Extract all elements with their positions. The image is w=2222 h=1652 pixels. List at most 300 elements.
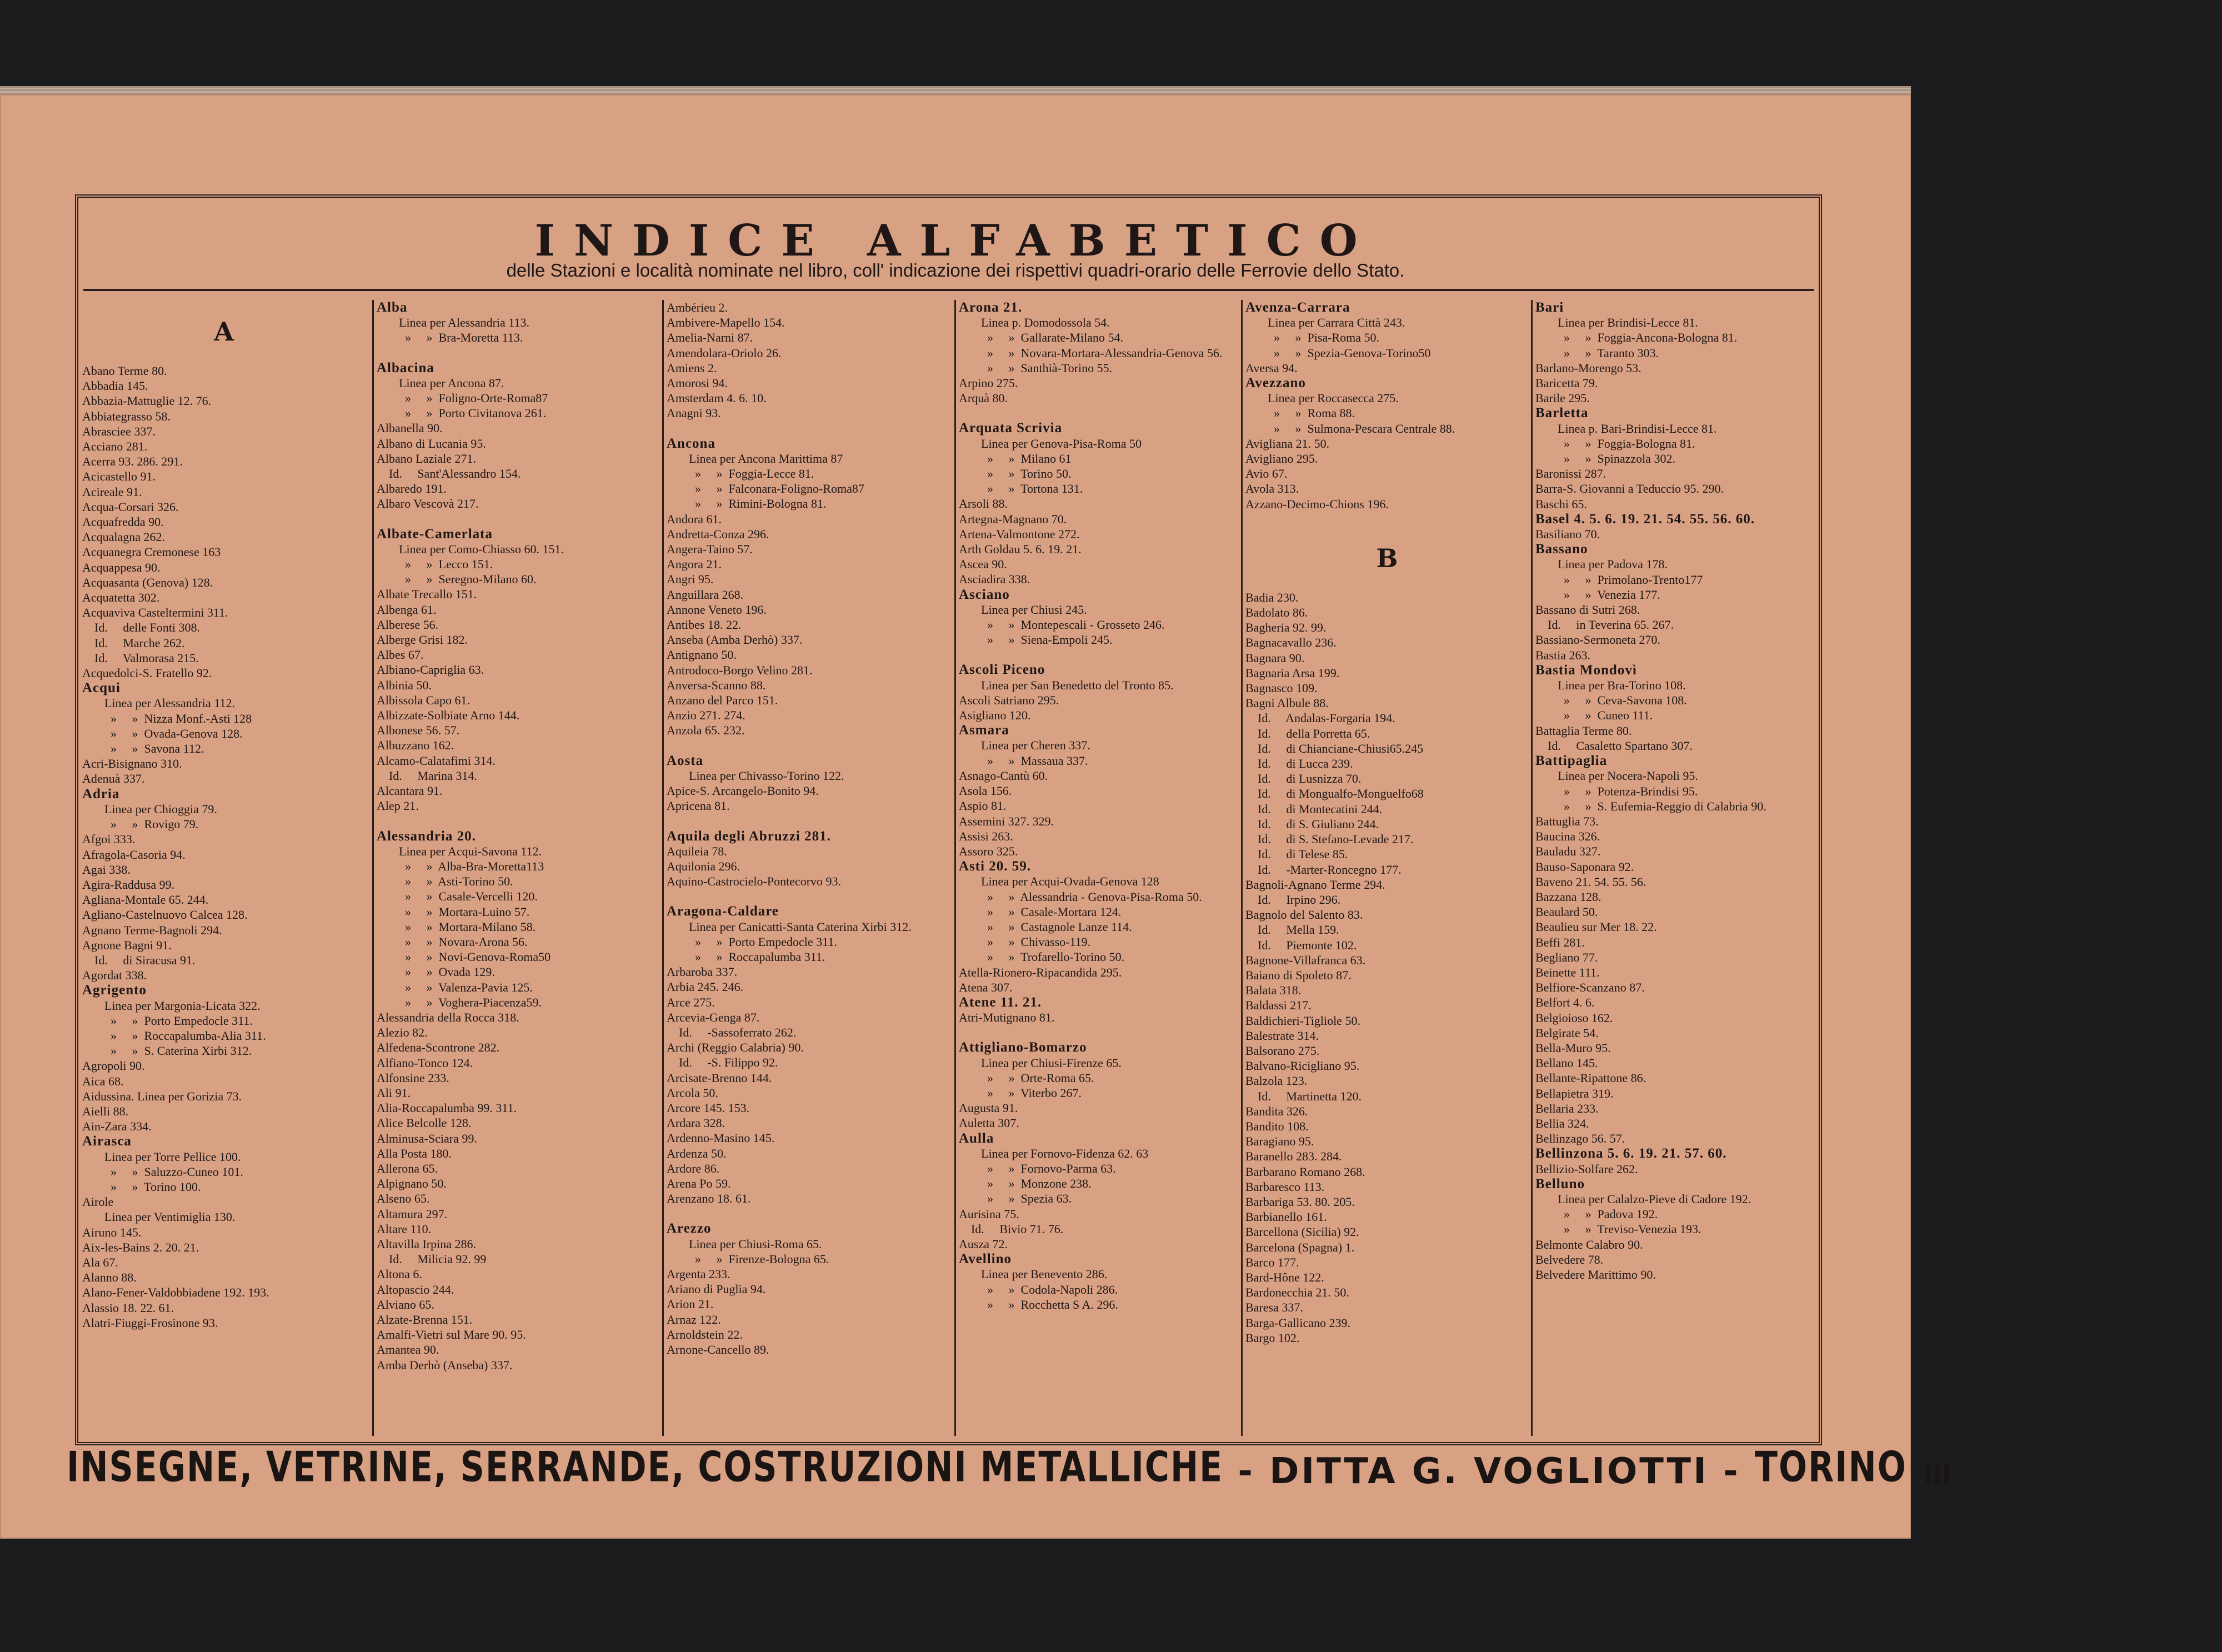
index-entry: Id. in Teverina 65. 267. (1535, 618, 1674, 632)
line-entry: Linea per Roccasecca 275. (1268, 391, 1399, 406)
line-entry: Linea per Nocera-Napoli 95. (1558, 769, 1698, 783)
index-entry: Arce 275. (667, 995, 715, 1009)
index-entry: Bardonecchia 21. 50. (1245, 1285, 1349, 1300)
index-entry: Azzano-Decimo-Chions 196. (1245, 497, 1389, 511)
line-entry: » » Casale-Mortara 124. (981, 904, 1122, 919)
index-entry: Ardenno-Masino 145. (667, 1131, 775, 1145)
index-entry: Acri-Bisignano 310. (82, 757, 182, 771)
index-entry: Basiliano 70. (1535, 527, 1600, 542)
line-entry: » » Padova 192. (1558, 1207, 1658, 1222)
index-column-6 (1535, 300, 1819, 1433)
index-entry: Asola 156. (959, 784, 1012, 798)
line-entry: » » S. Caterina Xirbi 312. (104, 1044, 252, 1058)
index-entry: Avigliano 295. (1245, 452, 1318, 466)
section-letter: B (1376, 543, 1398, 573)
index-entry: Bargo 102. (1245, 1330, 1300, 1345)
index-entry: Amelia-Narni 87. (667, 331, 753, 345)
index-entry: Baschi 65. (1535, 497, 1587, 511)
index-entry: Acireale 91. (82, 484, 142, 499)
index-entry: Agliano-Castelnuovo Calcea 128. (82, 908, 248, 922)
index-entry: Id. Mella 159. (1245, 923, 1339, 937)
index-entry: Id. di Montecatini 244. (1245, 802, 1383, 816)
index-entry: Aurisina 75. (959, 1207, 1019, 1221)
line-entry: Linea per San Benedetto del Tronto 85. (981, 678, 1174, 692)
index-entry: Baricetta 79. (1535, 376, 1598, 391)
index-entry: Beaulieu sur Mer 18. 22. (1535, 920, 1657, 934)
index-entry: Arbaroba 337. (667, 965, 738, 979)
station-heading: Albacina (377, 360, 434, 376)
line-entry: » » Savona 112. (104, 742, 204, 756)
index-entry: Bagnaria Arsa 199. (1245, 665, 1340, 680)
index-entry: Argenta 233. (667, 1266, 730, 1281)
index-column-3 (667, 300, 950, 1433)
index-entry: Baldassi 217. (1245, 998, 1312, 1013)
index-entry: Alfonsine 233. (377, 1070, 449, 1085)
index-entry: Id. di Chianciane-Chiusi65.245 (1245, 741, 1424, 755)
station-heading: Avellino (959, 1251, 1012, 1267)
line-entry: Linea per Chiusi-Roma 65. (689, 1237, 822, 1251)
footer-ad-text: INSEGNE, VETRINE, SERRANDE, COSTRUZIONI METALLICHE (67, 1443, 1224, 1491)
line-entry: » » Porto Civitanova 261. (399, 406, 547, 420)
index-entry: Barcellona (Sicilia) 92. (1245, 1225, 1359, 1239)
line-entry: » » Lecco 151. (399, 557, 493, 572)
index-entry: Assisi 263. (959, 829, 1013, 843)
index-entry: Alpignano 50. (377, 1177, 447, 1191)
index-entry: Belgirate 54. (1535, 1025, 1599, 1040)
index-entry: Bellia 324. (1535, 1116, 1589, 1130)
index-entry: Artena-Valmontone 272. (959, 527, 1080, 541)
index-entry: Bellapietra 319. (1535, 1086, 1614, 1100)
index-entry: Belvedere Marittimo 90. (1535, 1268, 1656, 1281)
index-entry: Belgioioso 162. (1535, 1010, 1613, 1025)
index-entry: Ali 91. (377, 1085, 411, 1100)
index-entry: Bagnacavallo 236. (1245, 635, 1337, 650)
line-entry: » » Santhià-Torino 55. (981, 361, 1113, 375)
line-entry: » » Primolano-Trento177 (1558, 572, 1703, 587)
station-heading: Arezzo (667, 1221, 712, 1237)
footer-separator: - (1223, 1451, 1270, 1492)
index-entry: Barbariga 53. 80. 205. (1245, 1194, 1355, 1209)
index-entry: Acquedolci-S. Fratello 92. (82, 666, 212, 680)
index-entry: Alviano 65. (377, 1297, 434, 1311)
line-entry: » » Alba-Bra-Moretta113 (399, 859, 544, 873)
index-entry: Bassiano-Sermoneta 270. (1535, 633, 1660, 647)
index-entry: Bagnone-Villafranca 63. (1245, 953, 1366, 967)
index-entry: Aix-les-Bains 2. 20. 21. (82, 1240, 199, 1254)
line-entry: » » Monzone 238. (981, 1177, 1092, 1191)
index-entry: Balsorano 275. (1245, 1043, 1320, 1058)
index-entry: Alfiano-Tonco 124. (377, 1055, 473, 1070)
line-entry: » » Siena-Empoli 245. (981, 633, 1113, 647)
index-entry: Arena Po 59. (667, 1176, 731, 1190)
index-entry: Abbadia 145. (82, 379, 148, 393)
index-entry: Badia 230. (1245, 590, 1299, 604)
index-entry: Anagni 93. (667, 406, 721, 420)
index-entry: Belvedere 78. (1535, 1252, 1604, 1266)
index-entry: Acquasanta (Genova) 128. (82, 575, 213, 589)
station-heading: Attigliano-Bomarzo (959, 1040, 1087, 1055)
page-subtitle: delle Stazioni e località nominate nel libro, coll' indicazione dei rispettivi quadri-orario delle Ferrovie dello Stato. (506, 260, 1405, 281)
index-entry: Albissola Capo 61. (377, 693, 471, 707)
index-entry: Artegna-Magnano 70. (959, 512, 1067, 526)
spacer (959, 1025, 1242, 1040)
index-entry: Assemini 327. 329. (959, 814, 1054, 828)
spacer (1245, 575, 1529, 590)
index-entry: Altavilla Irpina 286. (377, 1237, 477, 1251)
index-entry: Alberese 56. (377, 617, 439, 632)
line-entry: Linea per Brindisi-Lecce 81. (1558, 316, 1698, 330)
line-entry: » » Gallarate-Milano 54. (981, 331, 1123, 345)
index-entry: Beinette 111. (1535, 965, 1600, 979)
index-entry: Badolato 86. (1245, 605, 1308, 620)
index-entry: Baucina 326. (1535, 829, 1600, 844)
index-entry: Barga-Gallicano 239. (1245, 1315, 1350, 1330)
line-entry: » » Foligno-Orte-Roma87 (399, 391, 548, 406)
line-entry: » » Seregno-Milano 60. (399, 572, 537, 587)
index-entry: Baiano di Spoleto 87. (1245, 968, 1352, 982)
index-entry: Andretta-Conza 296. (667, 527, 769, 541)
index-entry: Albiano-Capriglia 63. (377, 663, 484, 677)
index-entry: Agnano Terme-Bagnoli 294. (82, 923, 222, 937)
page-title: INDICE ALFABETICO (534, 216, 1377, 266)
index-entry: Acciano 281. (82, 439, 148, 454)
station-heading: Aulla (959, 1130, 994, 1146)
station-heading: Belluno (1535, 1176, 1585, 1192)
line-entry: Linea per Acqui-Ovada-Genova 128 (981, 874, 1159, 889)
line-entry: Linea p. Domodossola 54. (981, 316, 1110, 330)
index-entry: Albonese 56. 57. (377, 723, 460, 738)
index-entry: Anzano del Parco 151. (667, 693, 778, 708)
spacer (667, 814, 950, 829)
index-entry: Amiens 2. (667, 361, 717, 375)
index-entry: Albaro Vescovà 217. (377, 497, 479, 511)
index-entry: Ardore 86. (667, 1161, 720, 1175)
index-entry: Bauladu 327. (1535, 844, 1601, 859)
index-entry: Balvano-Ricigliano 95. (1245, 1059, 1360, 1073)
index-entry: Baranello 283. 284. (1245, 1149, 1342, 1164)
station-heading: Avezzano (1245, 376, 1306, 391)
line-entry: » » Mortara-Luino 57. (399, 904, 530, 919)
line-entry: » » Rocchetta S A. 296. (981, 1297, 1118, 1311)
line-entry: » » Venezia 177. (1558, 587, 1660, 602)
line-entry: » » Ceva-Savona 108. (1558, 693, 1687, 708)
line-entry: » » Ovada 129. (399, 965, 495, 979)
index-entry: Barbianello 161. (1245, 1210, 1327, 1224)
index-entry: Acquanegra Cremonese 163 (82, 545, 221, 559)
index-entry: Asnago-Cantù 60. (959, 768, 1048, 783)
line-entry: » » Milano 61 (981, 451, 1072, 465)
index-entry: Bagnara 90. (1245, 650, 1305, 665)
index-entry: Belfiore-Scanzano 87. (1535, 980, 1645, 995)
line-entry: » » Casale-Vercelli 120. (399, 889, 538, 904)
index-entry: Augusta 91. (959, 1101, 1018, 1115)
index-entry: Bagni Albule 88. (1245, 696, 1329, 710)
index-entry: Baronissi 287. (1535, 467, 1607, 481)
column-divider (1531, 300, 1533, 1436)
index-entry: Arnaz 122. (667, 1312, 721, 1326)
index-entry: Anzio 271. 274. (667, 708, 745, 723)
index-entry: Alice Belcolle 128. (377, 1116, 472, 1130)
line-entry: » » Orte-Roma 65. (981, 1070, 1094, 1085)
index-entry: Apice-S. Arcangelo-Bonito 94. (667, 784, 819, 798)
index-entry: Altopascio 244. (377, 1282, 454, 1296)
index-entry: Arcevia-Genga 87. (667, 1010, 760, 1024)
index-entry: Id. di Lucca 239. (1245, 757, 1353, 771)
spacer (667, 1206, 950, 1221)
line-entry: » » Viterbo 267. (981, 1085, 1082, 1100)
station-heading: Atene 11. 21. (959, 994, 1042, 1010)
line-entry: » » Cuneo 111. (1558, 708, 1653, 723)
index-entry: Id. delle Fonti 308. (82, 620, 201, 635)
station-heading: Bassano (1535, 542, 1588, 557)
station-heading: Barletta (1535, 406, 1589, 421)
station-heading: Acqui (82, 680, 121, 696)
line-entry: » » Porto Empedocle 311. (104, 1013, 253, 1028)
index-entry: Ala 67. (82, 1255, 118, 1269)
index-entry: Balestrate 314. (1245, 1028, 1319, 1043)
index-entry: Barco 177. (1245, 1255, 1299, 1269)
column-divider (372, 300, 374, 1436)
index-entry: Alatri-Fiuggi-Frosinone 93. (82, 1315, 218, 1330)
line-entry: » » Foggia-Bologna 81. (1558, 436, 1695, 450)
index-entry: Id. di Mongualfo-Monguelfo68 (1245, 787, 1424, 801)
index-entry: Albano di Lucania 95. (377, 436, 486, 450)
index-entry: Acquatetta 302. (82, 590, 160, 605)
index-entry: Beaulard 50. (1535, 905, 1598, 919)
station-heading: Bellinzona 5. 6. 19. 21. 57. 60. (1535, 1146, 1727, 1162)
index-entry: Alia-Roccapalumba 99. 311. (377, 1101, 517, 1115)
index-entry: Albinia 50. (377, 678, 432, 692)
index-entry: Bassano di Sutri 268. (1535, 603, 1640, 617)
index-entry: Altona 6. (377, 1267, 422, 1281)
station-heading: Albate-Camerlata (377, 526, 493, 542)
spacer (667, 889, 950, 904)
index-entry: Baveno 21. 54. 55. 56. (1535, 874, 1647, 889)
index-entry: Bard-Hône 122. (1245, 1270, 1324, 1284)
line-entry: Linea per Chivasso-Torino 122. (689, 768, 844, 783)
index-entry: Id. della Porretta 65. (1245, 726, 1370, 740)
index-entry: Apricena 81. (667, 799, 730, 813)
index-entry: Barbaresco 113. (1245, 1179, 1325, 1194)
line-entry: » » Fornovo-Parma 63. (981, 1161, 1116, 1175)
index-entry: Arpino 275. (959, 376, 1018, 391)
index-entry: Arion 21. (667, 1297, 714, 1311)
index-entry: Agnone Bagni 91. (82, 938, 172, 952)
index-entry: Arnoldstein 22. (667, 1327, 743, 1341)
index-entry: Abrasciee 337. (82, 424, 156, 438)
index-entry: Bellinzago 56. 57. (1535, 1132, 1625, 1146)
line-entry: Linea per Torre Pellice 100. (104, 1149, 241, 1164)
index-entry: Ariano di Puglia 94. (667, 1282, 766, 1296)
line-entry: Linea per Ancona Marittima 87 (689, 451, 843, 465)
line-entry: » » Rovigo 79. (104, 817, 199, 832)
index-entry: Id. Andalas-Forgaria 194. (1245, 711, 1395, 725)
line-entry: » » Massaua 337. (981, 753, 1088, 768)
index-entry: Amalfi-Vietri sul Mare 90. 95. (377, 1328, 526, 1342)
index-entry: Id. Bivio 71. 76. (959, 1222, 1064, 1236)
station-heading: Bari (1535, 300, 1564, 315)
index-entry: Baragiano 95. (1245, 1134, 1314, 1149)
line-entry: Linea per Chiusi-Firenze 65. (981, 1055, 1122, 1070)
station-heading: Battipaglia (1535, 753, 1608, 769)
index-entry: Alano-Fener-Valdobbiadene 192. 193. (82, 1285, 269, 1300)
index-entry: Arquà 80. (959, 391, 1008, 406)
station-heading: Asti 20. 59. (959, 859, 1032, 874)
index-entry: Atella-Rionero-Ripacandida 295. (959, 965, 1122, 979)
station-heading: Airasca (82, 1134, 132, 1149)
index-entry: Ardenza 50. (667, 1146, 727, 1160)
line-entry: » » Montepescali - Grosseto 246. (981, 618, 1165, 632)
spacer (667, 421, 950, 436)
section-letter: A (214, 317, 234, 347)
index-entry: Aielli 88. (82, 1104, 129, 1118)
line-entry: » » Foggia-Lecce 81. (689, 467, 814, 481)
index-entry: Balzola 123. (1245, 1074, 1308, 1088)
spacer (1245, 527, 1529, 542)
index-entry: Altare 110. (377, 1222, 432, 1236)
index-entry: Id. di S. Giuliano 244. (1245, 817, 1379, 831)
index-entry: Bastia 263. (1535, 648, 1590, 662)
index-entry: Airole (82, 1195, 114, 1209)
spacer (1245, 512, 1529, 527)
spacer (377, 346, 660, 361)
index-entry: Acquappesa 90. (82, 560, 161, 574)
line-entry: » » Asti-Torino 50. (399, 874, 513, 889)
index-entry: Antrodoco-Borgo Velino 281. (667, 663, 813, 677)
footer-separator: - (1708, 1451, 1755, 1492)
index-entry: Id. Marche 262. (82, 635, 185, 650)
index-entry: Alep 21. (377, 799, 419, 813)
line-entry: Linea p. Bari-Brindisi-Lecce 81. (1558, 421, 1717, 435)
index-entry: Afgoi 333. (82, 832, 136, 847)
station-heading: Alba (377, 300, 408, 315)
index-entry: Alcantara 91. (377, 784, 443, 798)
index-entry: Id. Milicia 92. 99 (377, 1252, 487, 1266)
line-entry: Linea per Carrara Città 243. (1268, 316, 1405, 330)
index-entry: Acqualagna 262. (82, 530, 166, 544)
line-entry: » » Mortara-Milano 58. (399, 919, 536, 934)
index-entry: Atri-Mutignano 81. (959, 1010, 1055, 1025)
index-entry: Arbia 245. 246. (667, 980, 744, 994)
index-entry: Aquino-Castrocielo-Pontecorvo 93. (667, 874, 842, 889)
station-heading: Ancona (667, 435, 715, 451)
index-entry: Id. Irpino 296. (1245, 892, 1341, 907)
line-entry: » » Spezia 63. (981, 1192, 1072, 1206)
line-entry: » » Valenza-Pavia 125. (399, 980, 533, 994)
line-entry: Linea per Acqui-Savona 112. (399, 844, 542, 858)
line-entry: Linea per Ventimiglia 130. (104, 1210, 236, 1224)
line-entry: Linea per Margonia-Licata 322. (104, 998, 261, 1013)
index-entry: Bella-Muro 95. (1535, 1040, 1611, 1055)
line-entry: Linea per Calalzo-Pieve di Cadore 192. (1558, 1192, 1751, 1206)
index-entry: Angri 95. (667, 572, 714, 587)
index-entry: Aica 68. (82, 1074, 124, 1088)
index-entry: Arth Goldau 5. 6. 19. 21. (959, 542, 1082, 557)
station-heading: Avenza-Carrara (1245, 300, 1350, 315)
line-entry: » » Chivasso-119. (981, 935, 1091, 949)
line-entry: Linea per Alessandria 113. (399, 316, 529, 330)
line-entry: » » Potenza-Brindisi 95. (1558, 784, 1698, 798)
line-entry: » » Spinazzola 302. (1558, 452, 1676, 466)
index-entry: Alla Posta 180. (377, 1146, 452, 1160)
index-entry: Arsoli 88. (959, 497, 1008, 511)
index-entry: Arcisate-Brenno 144. (667, 1070, 772, 1085)
index-entry: Bagnoli-Agnano Terme 294. (1245, 877, 1385, 892)
index-entry: Aspio 81. (959, 799, 1007, 813)
line-entry: » » Sulmona-Pescara Centrale 88. (1268, 421, 1455, 435)
index-entry: Atena 307. (959, 980, 1013, 994)
station-heading: Aquila degli Abruzzi 281. (667, 828, 831, 844)
line-entry: » » Trofarello-Torino 50. (981, 950, 1125, 964)
index-entry: Arenzano 18. 61. (667, 1192, 751, 1206)
index-entry: Assoro 325. (959, 844, 1018, 858)
index-entry: Ausza 72. (959, 1237, 1008, 1251)
index-entry: Allerona 65. (377, 1161, 438, 1175)
index-entry: Id. -S. Filippo 92. (667, 1055, 778, 1070)
index-entry: Albate Trecallo 151. (377, 587, 477, 602)
index-entry: Albano Laziale 271. (377, 451, 476, 465)
index-entry: Balata 318. (1245, 983, 1302, 998)
index-entry: Alanno 88. (82, 1270, 137, 1285)
index-entry: Albaredo 191. (377, 482, 447, 496)
index-entry: Archi (Reggio Calabria) 90. (667, 1040, 804, 1055)
index-entry: Bazzana 128. (1535, 889, 1602, 904)
index-entry: Asciadira 338. (959, 572, 1030, 587)
index-entry: Asigliano 120. (959, 708, 1031, 723)
index-entry: Begliano 77. (1535, 950, 1598, 964)
index-entry: Alcamo-Calatafimi 314. (377, 753, 496, 768)
index-entry: Auletta 307. (959, 1116, 1019, 1130)
index-entry: Ascoli Satriano 295. (959, 693, 1059, 707)
index-entry: Arcore 145. 153. (667, 1100, 750, 1115)
line-entry: » » Porto Empedocle 311. (689, 934, 837, 949)
spacer (377, 814, 660, 829)
index-entry: Bandita 326. (1245, 1104, 1308, 1118)
station-heading: Basel 4. 5. 6. 19. 21. 54. 55. 56. 60. (1535, 511, 1755, 527)
index-entry: Arcola 50. (667, 1085, 718, 1100)
index-entry: Annone Veneto 196. (667, 602, 767, 617)
station-heading: Asmara (959, 723, 1009, 738)
index-entry: Abbazia-Mattuglie 12. 76. (82, 394, 212, 408)
index-entry: Id. Valmorasa 215. (82, 650, 199, 665)
index-entry: Alberge Grisi 182. (377, 633, 468, 647)
spacer (959, 406, 1242, 420)
index-entry: Avola 313. (1245, 482, 1299, 496)
index-entry: Acquaviva Casteltermini 311. (82, 605, 228, 620)
line-entry: Linea per Como-Chiasso 60. 151. (399, 542, 564, 556)
line-entry: Linea per Bra-Torino 108. (1558, 678, 1686, 693)
index-entry: Aversa 94. (1245, 361, 1298, 375)
index-entry: Aquileia 78. (667, 844, 727, 858)
line-entry: » » Torino 50. (981, 467, 1072, 481)
index-entry: Alezio 82. (377, 1025, 428, 1040)
line-entry: » » Falconara-Foligno-Roma87 (689, 482, 864, 496)
line-entry: » » Bra-Moretta 113. (399, 331, 523, 345)
line-entry: Linea per Alessandria 112. (104, 696, 235, 710)
index-entry: Antibes 18. 22. (667, 618, 742, 632)
index-entry: Id. -Sassoferrato 262. (667, 1025, 797, 1039)
index-entry: Alfedena-Scontrone 282. (377, 1040, 500, 1055)
line-entry: Linea per Canicatti-Santa Caterina Xirbi 312. (689, 919, 912, 934)
index-entry: Arnone-Cancello 89. (667, 1343, 769, 1356)
index-entry: Angera-Taino 57. (667, 542, 753, 557)
index-entry: Abano Terme 80. (82, 364, 167, 378)
line-entry: » » Saluzzo-Cuneo 101. (104, 1164, 243, 1179)
index-entry: Battaglia Terme 80. (1535, 723, 1632, 738)
index-entry: Ardara 328. (667, 1116, 725, 1130)
index-entry: Aidussina. Linea per Gorizia 73. (82, 1089, 242, 1103)
index-entry: Id. di Telese 85. (1245, 847, 1348, 862)
